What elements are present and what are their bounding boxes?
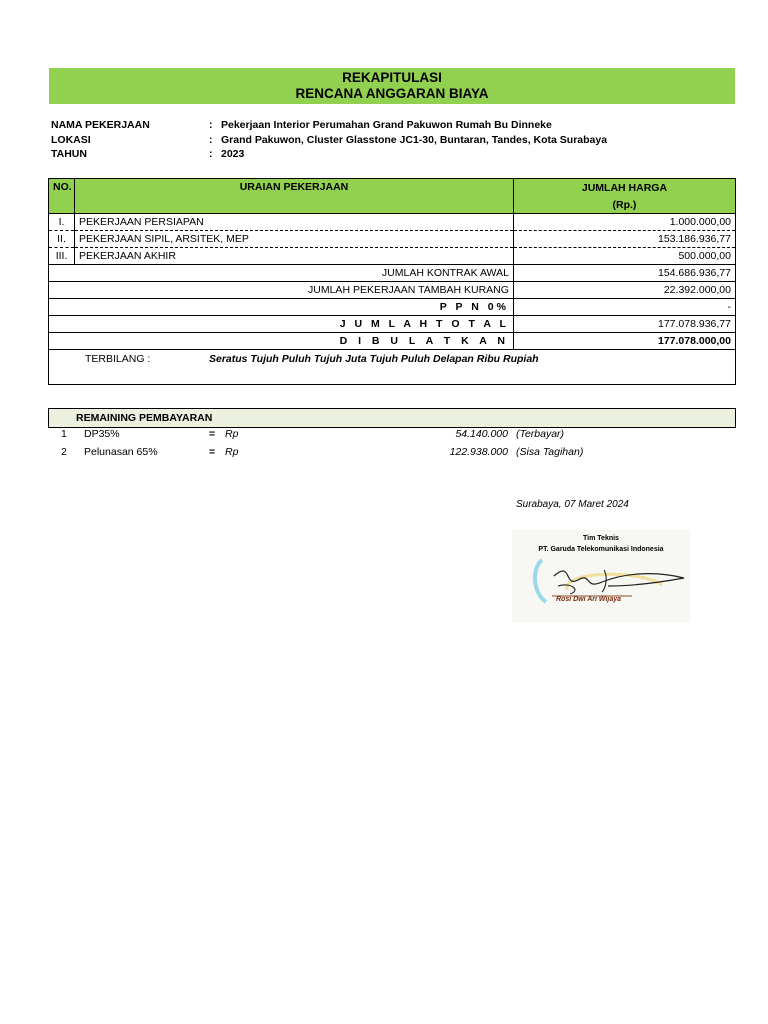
table-row xyxy=(49,214,736,231)
info-value: Grand Pakuwon, Cluster Glasstone JC1-30, Buntaran, Tandes, Kota Surabaya xyxy=(221,134,608,146)
summary-row-dibulatkan xyxy=(49,333,736,350)
remaining-title: REMAINING PEMBAYARAN xyxy=(76,412,213,424)
payment-currency: Rp xyxy=(225,428,239,440)
title-line-1: REKAPITULASI xyxy=(342,70,442,85)
signature-name: Rosi Dwi Ari Wijaya xyxy=(556,596,622,603)
terbilang-label: TERBILANG : xyxy=(85,353,151,365)
summary-value: - xyxy=(513,299,735,316)
budget-table xyxy=(48,178,736,385)
title-banner xyxy=(49,68,735,104)
table-row xyxy=(49,231,736,248)
summary-row-kontrak xyxy=(49,265,736,282)
row-uraian: PEKERJAAN SIPIL, ARSITEK, MEP xyxy=(75,231,514,248)
info-label: TAHUN xyxy=(51,148,87,160)
info-value: Pekerjaan Interior Perumahan Grand Pakuwon Rumah Bu Dinneke xyxy=(221,119,552,131)
title-line-2: RENCANA ANGGARAN BIAYA xyxy=(295,86,489,101)
row-no: II. xyxy=(49,231,75,248)
summary-row-tambah-kurang xyxy=(49,282,736,299)
row-no: I. xyxy=(49,214,75,231)
summary-row-ppn xyxy=(49,299,736,316)
summary-label: D I B U L A T K A N xyxy=(49,333,514,350)
header-unit: (Rp.) xyxy=(513,196,735,214)
summary-value: 177.078.000,00 xyxy=(513,333,735,350)
table-row xyxy=(49,248,736,265)
signature-company: PT. Garuda Telekomunikasi Indonesia xyxy=(538,546,664,553)
place-date: Surabaya, 07 Maret 2024 xyxy=(516,499,629,510)
summary-label: JUMLAH PEKERJAAN TAMBAH KURANG xyxy=(49,282,514,299)
payment-note: (Sisa Tagihan) xyxy=(516,446,584,458)
payment-amount: 54.140.000 xyxy=(455,428,508,440)
summary-value: 177.078.936,77 xyxy=(513,316,735,333)
payment-row xyxy=(48,444,734,460)
payment-no: 2 xyxy=(61,446,67,458)
summary-value: 22.392.000,00 xyxy=(513,282,735,299)
info-value: 2023 xyxy=(221,148,245,160)
row-no: III. xyxy=(49,248,75,265)
info-colon: : xyxy=(209,134,213,146)
summary-label: JUMLAH KONTRAK AWAL xyxy=(49,265,514,282)
signature-graphic xyxy=(512,530,690,622)
signature-stamp xyxy=(512,530,690,622)
payment-no: 1 xyxy=(61,428,67,440)
payment-eq: = xyxy=(209,446,216,458)
header-no: NO. xyxy=(49,179,75,214)
summary-row-total xyxy=(49,316,736,333)
info-colon: : xyxy=(209,119,213,131)
remaining-header xyxy=(48,408,736,428)
summary-label: P P N 0% xyxy=(49,299,514,316)
summary-label: J U M L A H T O T A L xyxy=(49,316,514,333)
payment-label: Pelunasan 65% xyxy=(84,446,158,458)
header-uraian: URAIAN PEKERJAAN xyxy=(75,179,514,214)
info-label: LOKASI xyxy=(51,134,91,146)
row-harga: 153.186.936,77 xyxy=(513,231,735,248)
payment-row xyxy=(48,426,734,442)
terbilang-cell xyxy=(49,350,736,385)
table-header-row xyxy=(49,179,736,197)
payment-currency: Rp xyxy=(225,446,239,458)
header-jumlah: JUMLAH HARGA xyxy=(513,179,735,197)
payment-label: DP35% xyxy=(84,428,120,440)
info-colon: : xyxy=(209,148,213,160)
payment-note: (Terbayar) xyxy=(516,428,565,440)
terbilang-row xyxy=(49,350,736,385)
row-harga: 1.000.000,00 xyxy=(513,214,735,231)
payment-amount: 122.938.000 xyxy=(449,446,508,458)
row-uraian: PEKERJAAN PERSIAPAN xyxy=(75,214,514,231)
terbilang-value: Seratus Tujuh Puluh Tujuh Juta Tujuh Puluh Delapan Ribu Rupiah xyxy=(209,353,539,365)
info-label: NAMA PEKERJAAN xyxy=(51,119,150,131)
row-harga: 500.000,00 xyxy=(513,248,735,265)
summary-value: 154.686.936,77 xyxy=(513,265,735,282)
row-uraian: PEKERJAAN AKHIR xyxy=(75,248,514,265)
payment-eq: = xyxy=(209,428,216,440)
signature-team: Tim Teknis xyxy=(583,535,619,542)
